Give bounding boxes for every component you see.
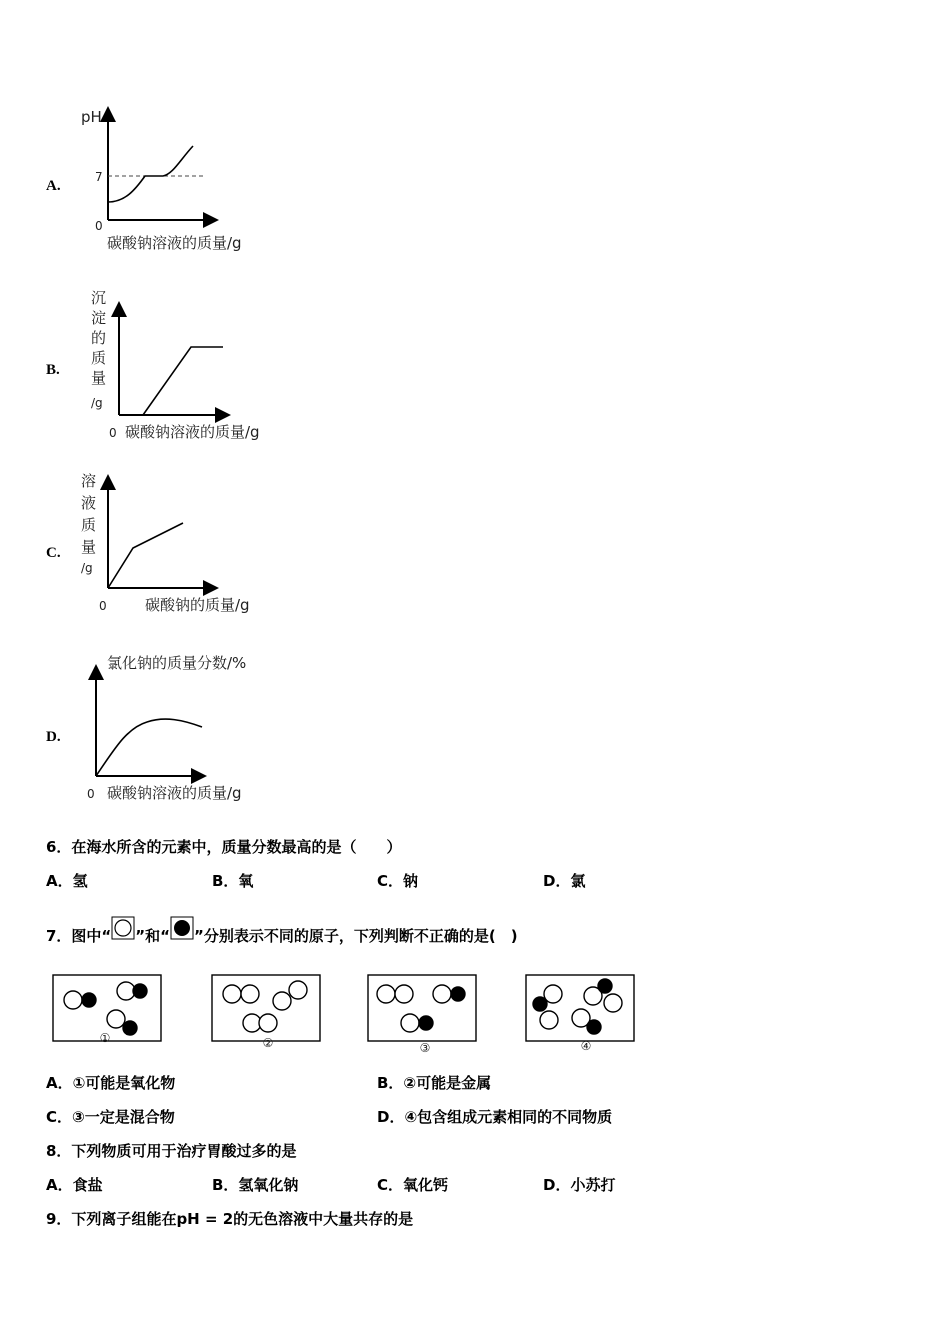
option-a-letter: A. bbox=[46, 178, 61, 194]
q8-stem: 8．下列物质可用于治疗胃酸过多的是 bbox=[46, 1142, 297, 1160]
y-axis-label: pH bbox=[81, 108, 102, 126]
q6-choice-d[interactable]: D．氯 bbox=[543, 872, 586, 890]
option-c-letter: C. bbox=[46, 545, 61, 561]
y-label-char-2: 液 bbox=[81, 494, 97, 512]
q7-choice-c[interactable]: C．③一定是混合物 bbox=[46, 1108, 175, 1126]
origin-label: 0 bbox=[95, 219, 103, 233]
y-axis-label: 氯化钠的质量分数/% bbox=[107, 654, 247, 672]
graph-d bbox=[75, 648, 285, 808]
q9-stem: 9．下列离子组能在pH = 2的无色溶液中大量共存的是 bbox=[46, 1210, 414, 1228]
y-label-unit: /g bbox=[91, 396, 103, 410]
option-b-letter: B. bbox=[46, 362, 60, 378]
q6-choice-c[interactable]: C．钠 bbox=[377, 872, 419, 890]
y-label-char-1: 沉 bbox=[91, 289, 107, 307]
q7-stem-part2: ”和“ bbox=[135, 927, 171, 945]
black-atom-icon bbox=[170, 916, 194, 940]
q7-choice-d[interactable]: D．④包含组成元素相同的不同物质 bbox=[377, 1108, 613, 1126]
solution-mass-line bbox=[108, 523, 183, 588]
y-tick-7: 7 bbox=[95, 170, 103, 184]
origin-label: 0 bbox=[109, 426, 117, 440]
precipitate-line bbox=[143, 347, 223, 415]
x-axis-label: 碳酸钠溶液的质量/g bbox=[107, 784, 242, 802]
ph-curve bbox=[108, 146, 193, 202]
q7-choice-a[interactable]: A．①可能是氧化物 bbox=[46, 1074, 176, 1092]
y-label-char-5: 量 bbox=[91, 369, 107, 387]
x-axis-label: 碳酸钠溶液的质量/g bbox=[107, 234, 242, 252]
y-label-unit: /g bbox=[81, 561, 93, 575]
q7-stem bbox=[46, 916, 518, 946]
q7-diagrams bbox=[50, 972, 650, 1058]
q8-choice-c[interactable]: C．氧化钙 bbox=[377, 1176, 449, 1194]
q6-choice-a[interactable]: A．氢 bbox=[46, 872, 88, 890]
q7-stem-part1: 7．图中“ bbox=[46, 927, 112, 945]
q6-choice-b[interactable]: B．氧 bbox=[212, 872, 254, 890]
y-label-char-3: 质 bbox=[81, 516, 97, 534]
x-axis-label: 碳酸钠溶液的质量/g bbox=[125, 423, 260, 441]
q6-stem: 6．在海水所含的元素中，质量分数最高的是（ ） bbox=[46, 838, 402, 856]
q8-choice-a[interactable]: A．食盐 bbox=[46, 1176, 103, 1194]
box-4-label: ④ bbox=[580, 1039, 592, 1053]
q8-choice-d[interactable]: D．小苏打 bbox=[543, 1176, 616, 1194]
graph-c bbox=[75, 468, 275, 618]
graph-a bbox=[75, 100, 275, 260]
q8-choice-b[interactable]: B．氢氧化钠 bbox=[212, 1176, 299, 1194]
option-d-letter: D. bbox=[46, 729, 61, 745]
q7-choice-b[interactable]: B．②可能是金属 bbox=[377, 1074, 492, 1092]
y-label-char-4: 量 bbox=[81, 538, 97, 556]
x-axis-label: 碳酸钠的质量/g bbox=[145, 596, 250, 614]
origin-label: 0 bbox=[87, 787, 95, 801]
y-label-char-2: 淀 bbox=[91, 309, 107, 327]
y-label-char-3: 的 bbox=[91, 329, 107, 347]
y-label-char-4: 质 bbox=[91, 349, 107, 367]
q7-stem-part3: ”分别表示不同的原子，下列判断不正确的是( ) bbox=[194, 927, 518, 945]
mass-fraction-curve bbox=[96, 719, 202, 776]
y-label-char-1: 溶 bbox=[81, 472, 97, 490]
box-3-label: ③ bbox=[419, 1041, 431, 1055]
white-atom-icon bbox=[111, 916, 135, 940]
box-2-label: ② bbox=[262, 1036, 274, 1050]
box-1-label: ① bbox=[99, 1031, 111, 1045]
graph-b bbox=[75, 283, 295, 448]
origin-label: 0 bbox=[99, 599, 107, 613]
